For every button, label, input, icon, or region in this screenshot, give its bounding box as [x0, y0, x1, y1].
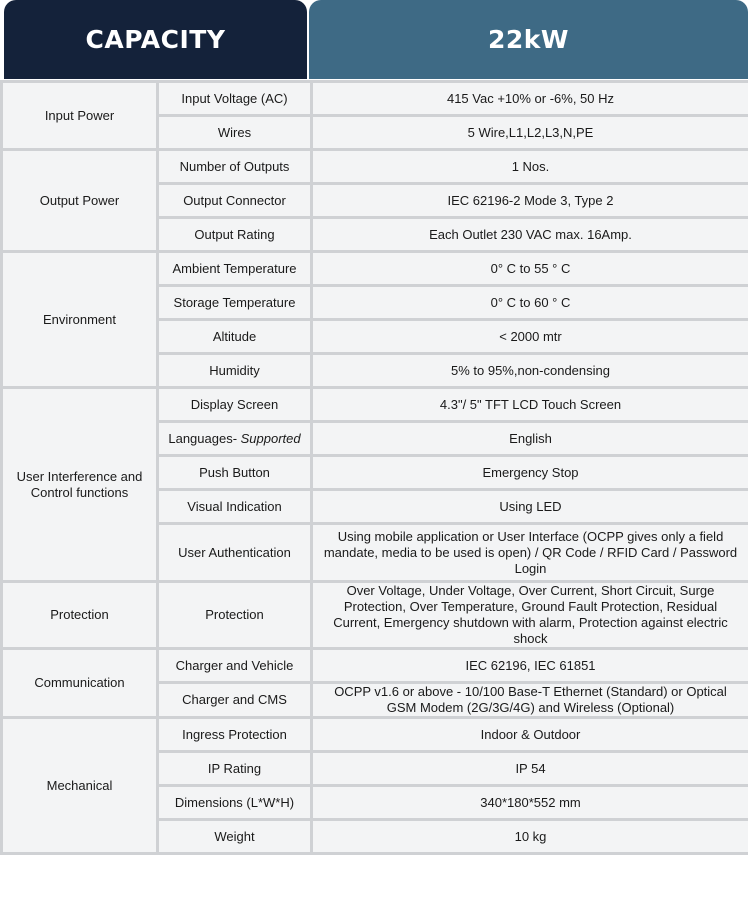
- param-value: Using mobile application or User Interface (OCPP gives only a field mandate, media to be used is open) / QR Code / RFID Card / Password Login: [312, 524, 748, 582]
- param-value: 1 Nos.: [312, 150, 748, 184]
- spec-table: [0, 80, 748, 855]
- param-value: Using LED: [312, 490, 748, 524]
- param-label: Input Voltage (AC): [158, 82, 312, 116]
- param-label: User Authentication: [158, 524, 312, 582]
- param-label: Charger and CMS: [158, 683, 312, 718]
- param-label-text: Languages-: [168, 430, 241, 446]
- model-header: 22kW: [309, 0, 748, 79]
- param-value: 10 kg: [312, 820, 748, 854]
- category-environment: Environment: [2, 252, 158, 388]
- param-label: Display Screen: [158, 388, 312, 422]
- table-row: [2, 649, 748, 683]
- table-row: [2, 388, 748, 422]
- category-output-power: Output Power: [2, 150, 158, 252]
- param-value: OCPP v1.6 or above - 10/100 Base-T Ethernet (Standard) or Optical GSM Modem (2G/3G/4G) and Wireless (Optional): [312, 683, 748, 718]
- param-label: Ingress Protection: [158, 718, 312, 752]
- param-value: 0° C to 55 ° C: [312, 252, 748, 286]
- param-value: IEC 62196-2 Mode 3, Type 2: [312, 184, 748, 218]
- table-row: [2, 150, 748, 184]
- param-value: Over Voltage, Under Voltage, Over Current, Short Circuit, Surge Protection, Over Temperature, Ground Fault Protection, Residual Current, Emergency shutdown with alarm, Protection against electric shock: [312, 582, 748, 649]
- param-value: Indoor & Outdoor: [312, 718, 748, 752]
- param-label: IP Rating: [158, 752, 312, 786]
- param-value: 5 Wire,L1,L2,L3,N,PE: [312, 116, 748, 150]
- param-value: < 2000 mtr: [312, 320, 748, 354]
- param-label: Storage Temperature: [158, 286, 312, 320]
- category-user-interface: User Interference and Control functions: [2, 388, 158, 582]
- category-communication: Communication: [2, 649, 158, 718]
- category-input-power: Input Power: [2, 82, 158, 150]
- param-value: 340*180*552 mm: [312, 786, 748, 820]
- table-row: [2, 252, 748, 286]
- param-value: 0° C to 60 ° C: [312, 286, 748, 320]
- param-label: Humidity: [158, 354, 312, 388]
- table-row: [2, 718, 748, 752]
- param-label: Weight: [158, 820, 312, 854]
- param-label: Protection: [158, 582, 312, 649]
- category-mechanical: Mechanical: [2, 718, 158, 854]
- param-value: 4.3"/ 5" TFT LCD Touch Screen: [312, 388, 748, 422]
- param-value: English: [312, 422, 748, 456]
- param-value: IEC 62196, IEC 61851: [312, 649, 748, 683]
- param-value: 415 Vac +10% or -6%, 50 Hz: [312, 82, 748, 116]
- table-row: [2, 582, 748, 649]
- param-label: Output Connector: [158, 184, 312, 218]
- param-label: Visual Indication: [158, 490, 312, 524]
- param-value: IP 54: [312, 752, 748, 786]
- param-label: Dimensions (L*W*H): [158, 786, 312, 820]
- param-label-languages: [158, 422, 312, 456]
- param-label: Push Button: [158, 456, 312, 490]
- param-label: Output Rating: [158, 218, 312, 252]
- param-label: Ambient Temperature: [158, 252, 312, 286]
- param-label: Altitude: [158, 320, 312, 354]
- param-value: 5% to 95%,non-condensing: [312, 354, 748, 388]
- table-row: [2, 82, 748, 116]
- param-label: Wires: [158, 116, 312, 150]
- param-value: Emergency Stop: [312, 456, 748, 490]
- param-label-italic: Supported: [240, 430, 301, 446]
- param-label: Number of Outputs: [158, 150, 312, 184]
- param-label: Charger and Vehicle: [158, 649, 312, 683]
- param-value: Each Outlet 230 VAC max. 16Amp.: [312, 218, 748, 252]
- capacity-header: CAPACITY: [4, 0, 307, 79]
- category-protection: Protection: [2, 582, 158, 649]
